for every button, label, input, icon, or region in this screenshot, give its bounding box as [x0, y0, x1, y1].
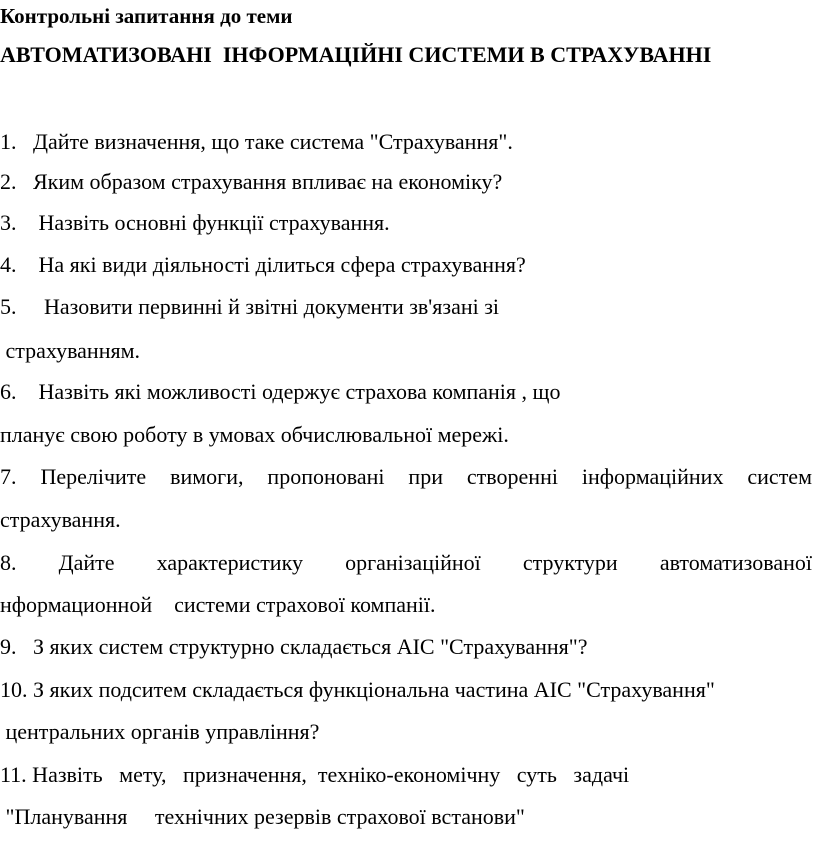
question-5-line-2: страхуванням.	[0, 338, 141, 363]
question-1: 1. Дайте визначення, що таке система "Страхування".	[0, 129, 513, 154]
question-8-line-1: 8. Дайте характеристику організаційної структури автоматизованої	[0, 550, 812, 575]
question-10-line-2: центральних органів управління?	[0, 719, 320, 744]
question-10-line-1: 10. З яких подситем складається функціональна частина АІС "Страхування"	[0, 677, 715, 702]
question-2: 2. Яким образом страхування впливає на економіку?	[0, 169, 503, 194]
question-9: 9. З яких систем структурно складається АІС "Страхування"?	[0, 634, 588, 659]
question-8-line-2: нформационной системи страхової компанії.	[0, 592, 436, 617]
document-title: АВТОМАТИЗОВАНІ ІНФОРМАЦІЙНІ СИСТЕМИ В СТРАХУВАННІ	[0, 42, 712, 67]
question-4: 4. На які види діяльності ділиться сфера страхування?	[0, 252, 526, 277]
question-11-line-2: "Планування технічних резервів страхової встанови"	[0, 804, 525, 829]
question-6-line-2: планує свою роботу в умовах обчислювальної мережі.	[0, 422, 509, 447]
question-5-line-1: 5. Назовити первинні й звітні документи зв'язані зі	[0, 294, 500, 319]
question-7-line-1: 7. Перелічите вимоги, пропоновані при створенні інформаційних систем	[0, 464, 812, 489]
question-6-line-1: 6. Назвіть які можливості одержує страхова компанія , що	[0, 379, 561, 404]
question-7-line-2: страхування.	[0, 507, 121, 532]
question-3: 3. Назвіть основні функції страхування.	[0, 210, 390, 235]
document-subtitle: Контрольні запитання до теми	[0, 4, 293, 28]
question-11-line-1: 11. Назвіть мету, призначення, техніко-економічну суть задачі	[0, 762, 630, 787]
